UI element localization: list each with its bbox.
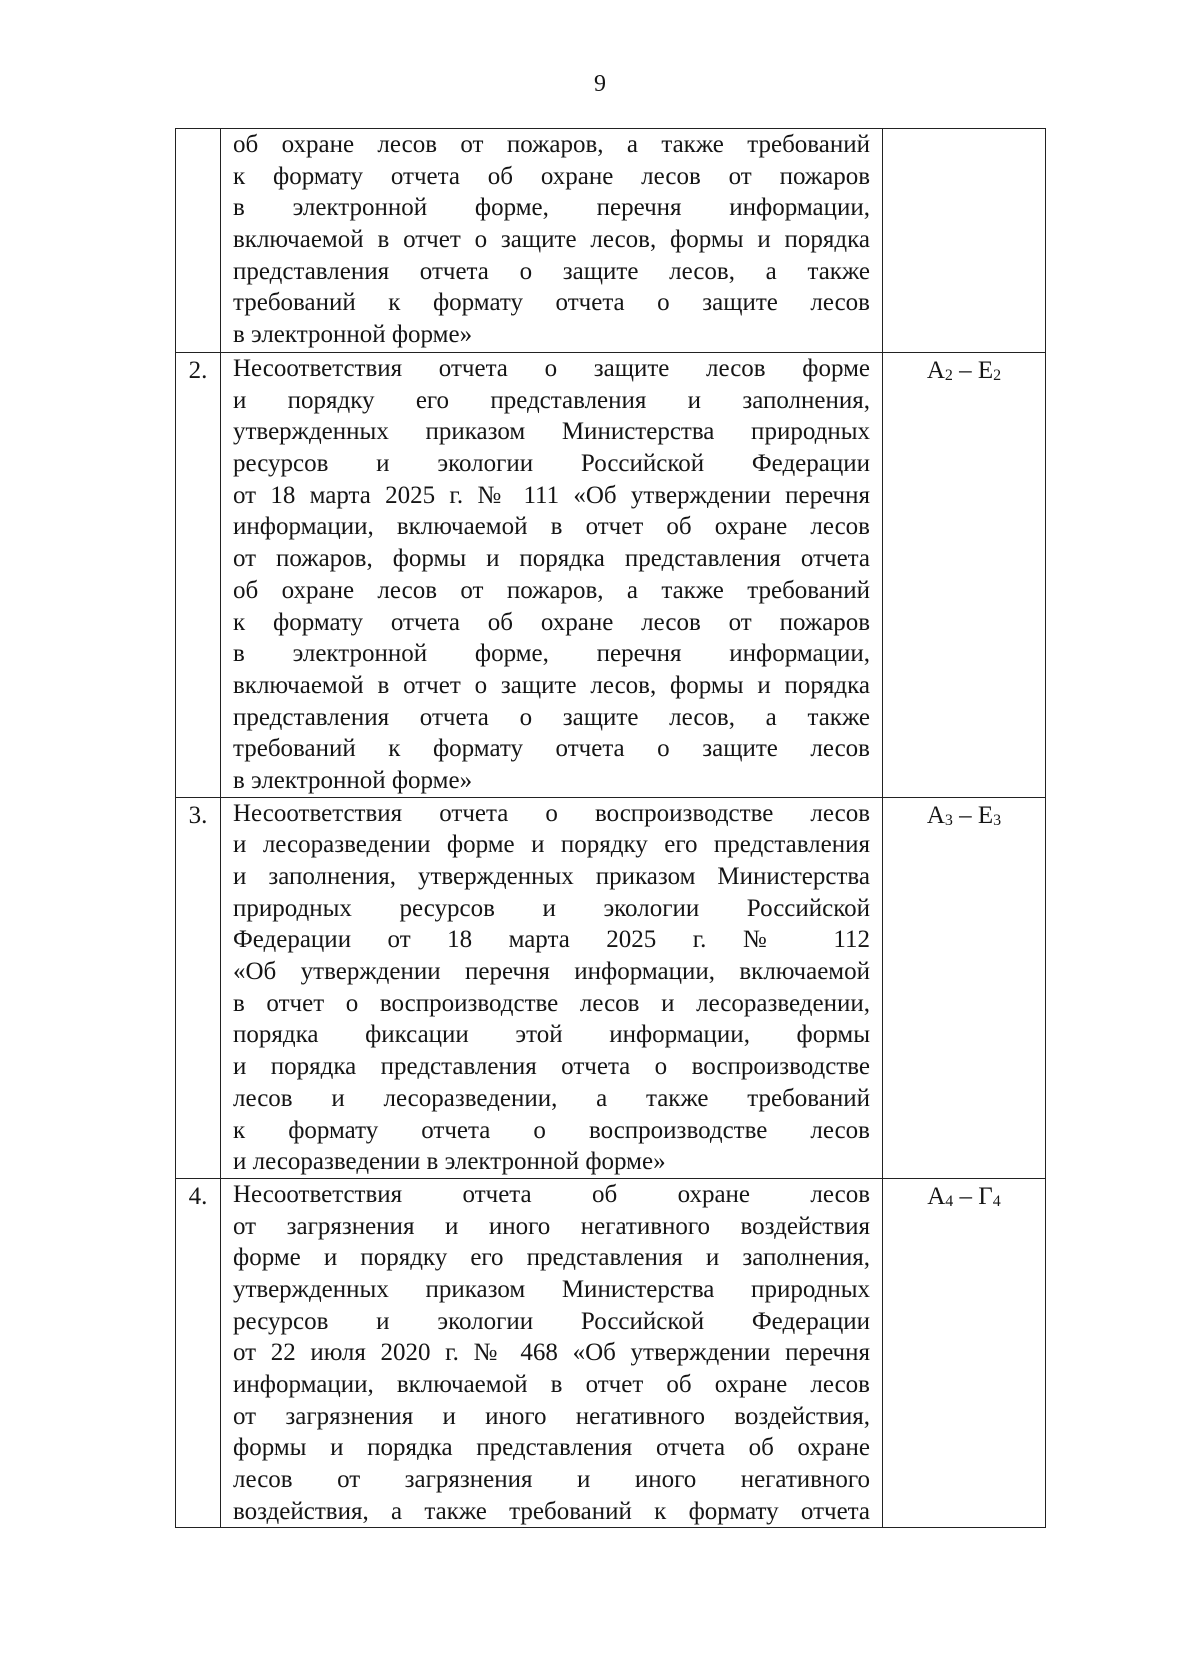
row-text-cell	[221, 129, 883, 353]
text-line: воздействия, а также требований к формату отчета	[233, 1497, 870, 1525]
text-line: лесов и лесоразведении, а также требований	[233, 1084, 870, 1112]
ref-subscript-end: 2	[993, 367, 1002, 384]
text-line: и заполнения, утвержденных приказом Министерства	[233, 863, 870, 890]
ref-subscript-end: 4	[992, 1192, 1001, 1210]
ref-letter-end: Е	[977, 801, 994, 829]
text-line: Несоответствия отчета об охране лесов	[233, 1180, 870, 1208]
text-line: формы и порядка представления отчета об охране	[233, 1434, 870, 1462]
text-line: информации, включаемой в отчет об охране лесов	[233, 1371, 870, 1398]
table-row	[176, 1178, 1046, 1528]
table-row	[176, 797, 1046, 1178]
text-line: ресурсов и экологии Российской Федерации	[233, 450, 870, 478]
ref-subscript-start: 4	[945, 1192, 954, 1210]
row-number-cell: 3.	[176, 797, 221, 1178]
text-line: и порядка представления отчета о воспроизводстве	[233, 1053, 870, 1081]
text-line: к формату отчета об охране лесов от пожаров	[233, 162, 870, 190]
text-line: представления отчета о защите лесов, а также	[233, 257, 870, 285]
text-line: «Об утверждении перечня информации, включаемой	[233, 958, 870, 986]
text-line: лесов от загрязнения и иного негативного	[233, 1466, 870, 1494]
row-reference-cell	[883, 797, 1046, 1178]
text-line: в электронной форме»	[233, 321, 473, 349]
text-line: форме и порядку его представления и заполнения,	[233, 1244, 870, 1272]
text-line: ресурсов и экологии Российской Федерации	[233, 1307, 870, 1335]
text-line: утвержденных приказом Министерства природных	[233, 1275, 870, 1303]
ref-dash: –	[952, 357, 978, 384]
text-line: в отчет о воспроизводстве лесов и лесоразведении,	[233, 989, 870, 1017]
ref-letter-end: Г	[978, 1182, 993, 1210]
text-line: к формату отчета о воспроизводстве лесов	[233, 1116, 870, 1144]
text-line: Федерации от 18 марта 2025 г. № 112	[233, 926, 870, 954]
ref-letter-end: Е	[977, 357, 994, 384]
text-line: утвержденных приказом Министерства природных	[233, 418, 870, 446]
text-line: информации, включаемой в отчет об охране лесов	[233, 513, 870, 541]
row-text-cell	[221, 1178, 883, 1528]
ref-letter-start: А	[926, 801, 945, 829]
text-line: Несоответствия отчета о воспроизводстве лесов	[233, 799, 870, 827]
ref-subscript-end: 3	[993, 811, 1002, 829]
text-line: природных ресурсов и экологии Российской	[233, 894, 870, 922]
text-line: требований к формату отчета о защите лесов	[233, 289, 870, 317]
text-line: порядка фиксации этой информации, формы	[233, 1021, 870, 1049]
requirements-table	[175, 128, 1046, 1528]
text-line: от загрязнения и иного негативного воздействия,	[233, 1402, 870, 1430]
text-line: требований к формату отчета о защите лесов	[233, 735, 870, 763]
text-line: от пожаров, формы и порядка представления отчета	[233, 545, 870, 573]
ref-subscript-start: 2	[944, 367, 953, 384]
text-line: включаемой в отчет о защите лесов, формы и порядка	[233, 671, 870, 699]
text-line: и лесоразведении в электронной форме»	[233, 1148, 666, 1176]
text-line: об охране лесов от пожаров, а также требований	[233, 131, 870, 158]
row-reference-cell	[883, 129, 1046, 353]
row-number-cell: 4.	[176, 1178, 221, 1528]
text-line: и порядку его представления и заполнения,	[233, 386, 870, 414]
text-line: представления отчета о защите лесов, а также	[233, 703, 870, 731]
table-row	[176, 129, 1046, 353]
text-line: в электронной форме, перечня информации,	[233, 640, 870, 668]
row-number-cell: 2.	[176, 353, 221, 798]
table-row	[176, 353, 1046, 798]
text-line: об охране лесов от пожаров, а также требований	[233, 576, 870, 604]
row-text-cell	[221, 353, 883, 798]
ref-letter-start: А	[927, 1182, 946, 1210]
row-reference-cell	[883, 1178, 1046, 1528]
text-line: от 18 марта 2025 г. № 111 «Об утверждении перечня	[233, 481, 870, 509]
row-number-cell	[176, 129, 221, 353]
row-reference-cell	[883, 353, 1046, 798]
text-line: и лесоразведении форме и порядку его представления	[233, 831, 870, 859]
text-line: от загрязнения и иного негативного воздействия	[233, 1212, 870, 1240]
text-line: включаемой в отчет о защите лесов, формы и порядка	[233, 226, 870, 254]
text-line: Несоответствия отчета о защите лесов форме	[233, 355, 870, 382]
page-number: 9	[594, 71, 606, 97]
ref-letter-start: А	[926, 357, 945, 384]
row-text-cell	[221, 797, 883, 1178]
ref-dash: –	[952, 801, 978, 829]
text-line: в электронной форме, перечня информации,	[233, 194, 870, 222]
ref-dash: –	[953, 1182, 979, 1210]
text-line: в электронной форме»	[233, 766, 473, 794]
text-line: от 22 июля 2020 г. № 468 «Об утверждении перечня	[233, 1339, 870, 1367]
ref-subscript-start: 3	[944, 811, 953, 829]
text-line: к формату отчета об охране лесов от пожаров	[233, 608, 870, 636]
